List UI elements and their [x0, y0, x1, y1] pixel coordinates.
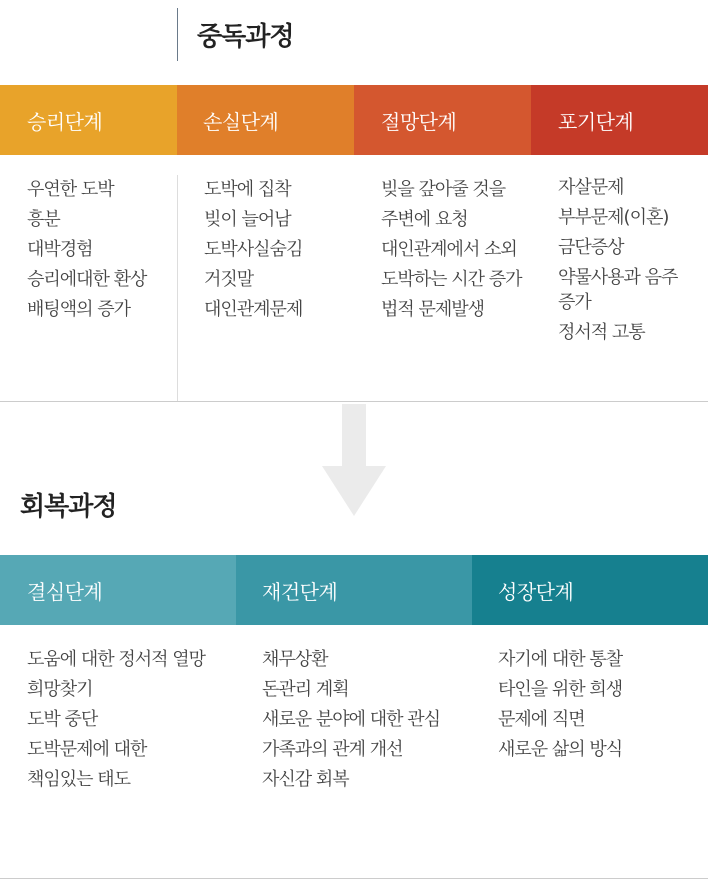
list-item: 자신감 회복 [262, 769, 349, 790]
list-item: 대인관계문제 [204, 299, 303, 320]
stage-items-despair [354, 175, 531, 401]
stage-label: 손실단계 [203, 109, 279, 134]
list-item: 금단증상 [558, 237, 624, 258]
stage-items-giveup [531, 175, 708, 401]
list-item: 도움에 대한 정서적 열망 [27, 649, 206, 670]
list-item: 정서적 고통 [558, 322, 645, 343]
list-item: 도박에 집착 [204, 179, 291, 200]
list-item: 도박 중단 [27, 709, 98, 730]
recovery-items-row [0, 645, 708, 845]
title-divider [177, 8, 178, 61]
addiction-items-row [0, 175, 708, 401]
stage-header-loss [177, 85, 354, 155]
list-item: 가족과의 관계 개선 [262, 739, 403, 760]
list-item: 부부문제(이혼) [558, 207, 669, 228]
list-item: 약물사용과 음주 증가 [558, 267, 678, 313]
list-item: 빚을 갚아줄 것을 [381, 179, 506, 200]
list-item: 책임있는 태도 [27, 769, 131, 790]
list-item: 흥분 [27, 209, 60, 230]
stage-header-win [0, 85, 177, 155]
list-item: 법적 문제발생 [381, 299, 485, 320]
list-item: 타인을 위한 희생 [498, 679, 623, 700]
list-item: 주변에 요청 [381, 209, 468, 230]
list-item: 자살문제 [558, 177, 624, 198]
stage-header-resolve [0, 555, 236, 625]
stage-label: 재건단계 [262, 579, 338, 604]
down-arrow-icon [322, 404, 386, 516]
recovery-header-row [0, 555, 708, 625]
section-divider [0, 401, 708, 402]
stage-label: 포기단계 [558, 109, 634, 134]
list-item: 도박사실숨김 [204, 239, 303, 260]
addiction-title: 중독과정 [197, 22, 294, 52]
list-item: 거짓말 [204, 269, 254, 290]
stage-items-loss [177, 175, 354, 401]
stage-header-giveup [531, 85, 708, 155]
list-item: 우연한 도박 [27, 179, 114, 200]
stage-label: 성장단계 [498, 579, 574, 604]
list-item: 대인관계에서 소외 [381, 239, 517, 260]
list-item: 도박하는 시간 증가 [381, 269, 522, 290]
list-item: 새로운 삶의 방식 [498, 739, 623, 760]
stage-items-resolve [0, 645, 236, 845]
stage-header-growth [472, 555, 708, 625]
bottom-divider [0, 878, 708, 879]
stage-items-win [0, 175, 177, 401]
stage-items-rebuild [236, 645, 472, 845]
list-item: 채무상환 [262, 649, 328, 670]
list-item: 자기에 대한 통찰 [498, 649, 623, 670]
stage-label: 결심단계 [27, 579, 103, 604]
stage-header-despair [354, 85, 531, 155]
list-item: 배팅액의 증가 [27, 299, 131, 320]
list-item: 대박경험 [27, 239, 93, 260]
list-item: 빚이 늘어남 [204, 209, 291, 230]
addiction-header-row [0, 85, 708, 155]
list-item: 희망찾기 [27, 679, 93, 700]
list-item: 도박문제에 대한 [27, 739, 147, 760]
stage-header-rebuild [236, 555, 472, 625]
stage-items-growth [472, 645, 708, 845]
stage-label: 승리단계 [27, 109, 103, 134]
recovery-title: 회복과정 [20, 492, 117, 522]
list-item: 새로운 분야에 대한 관심 [262, 709, 441, 730]
list-item: 문제에 직면 [498, 709, 585, 730]
stage-label: 절망단계 [381, 109, 457, 134]
list-item: 승리에대한 환상 [27, 269, 147, 290]
list-item: 돈관리 계획 [262, 679, 349, 700]
